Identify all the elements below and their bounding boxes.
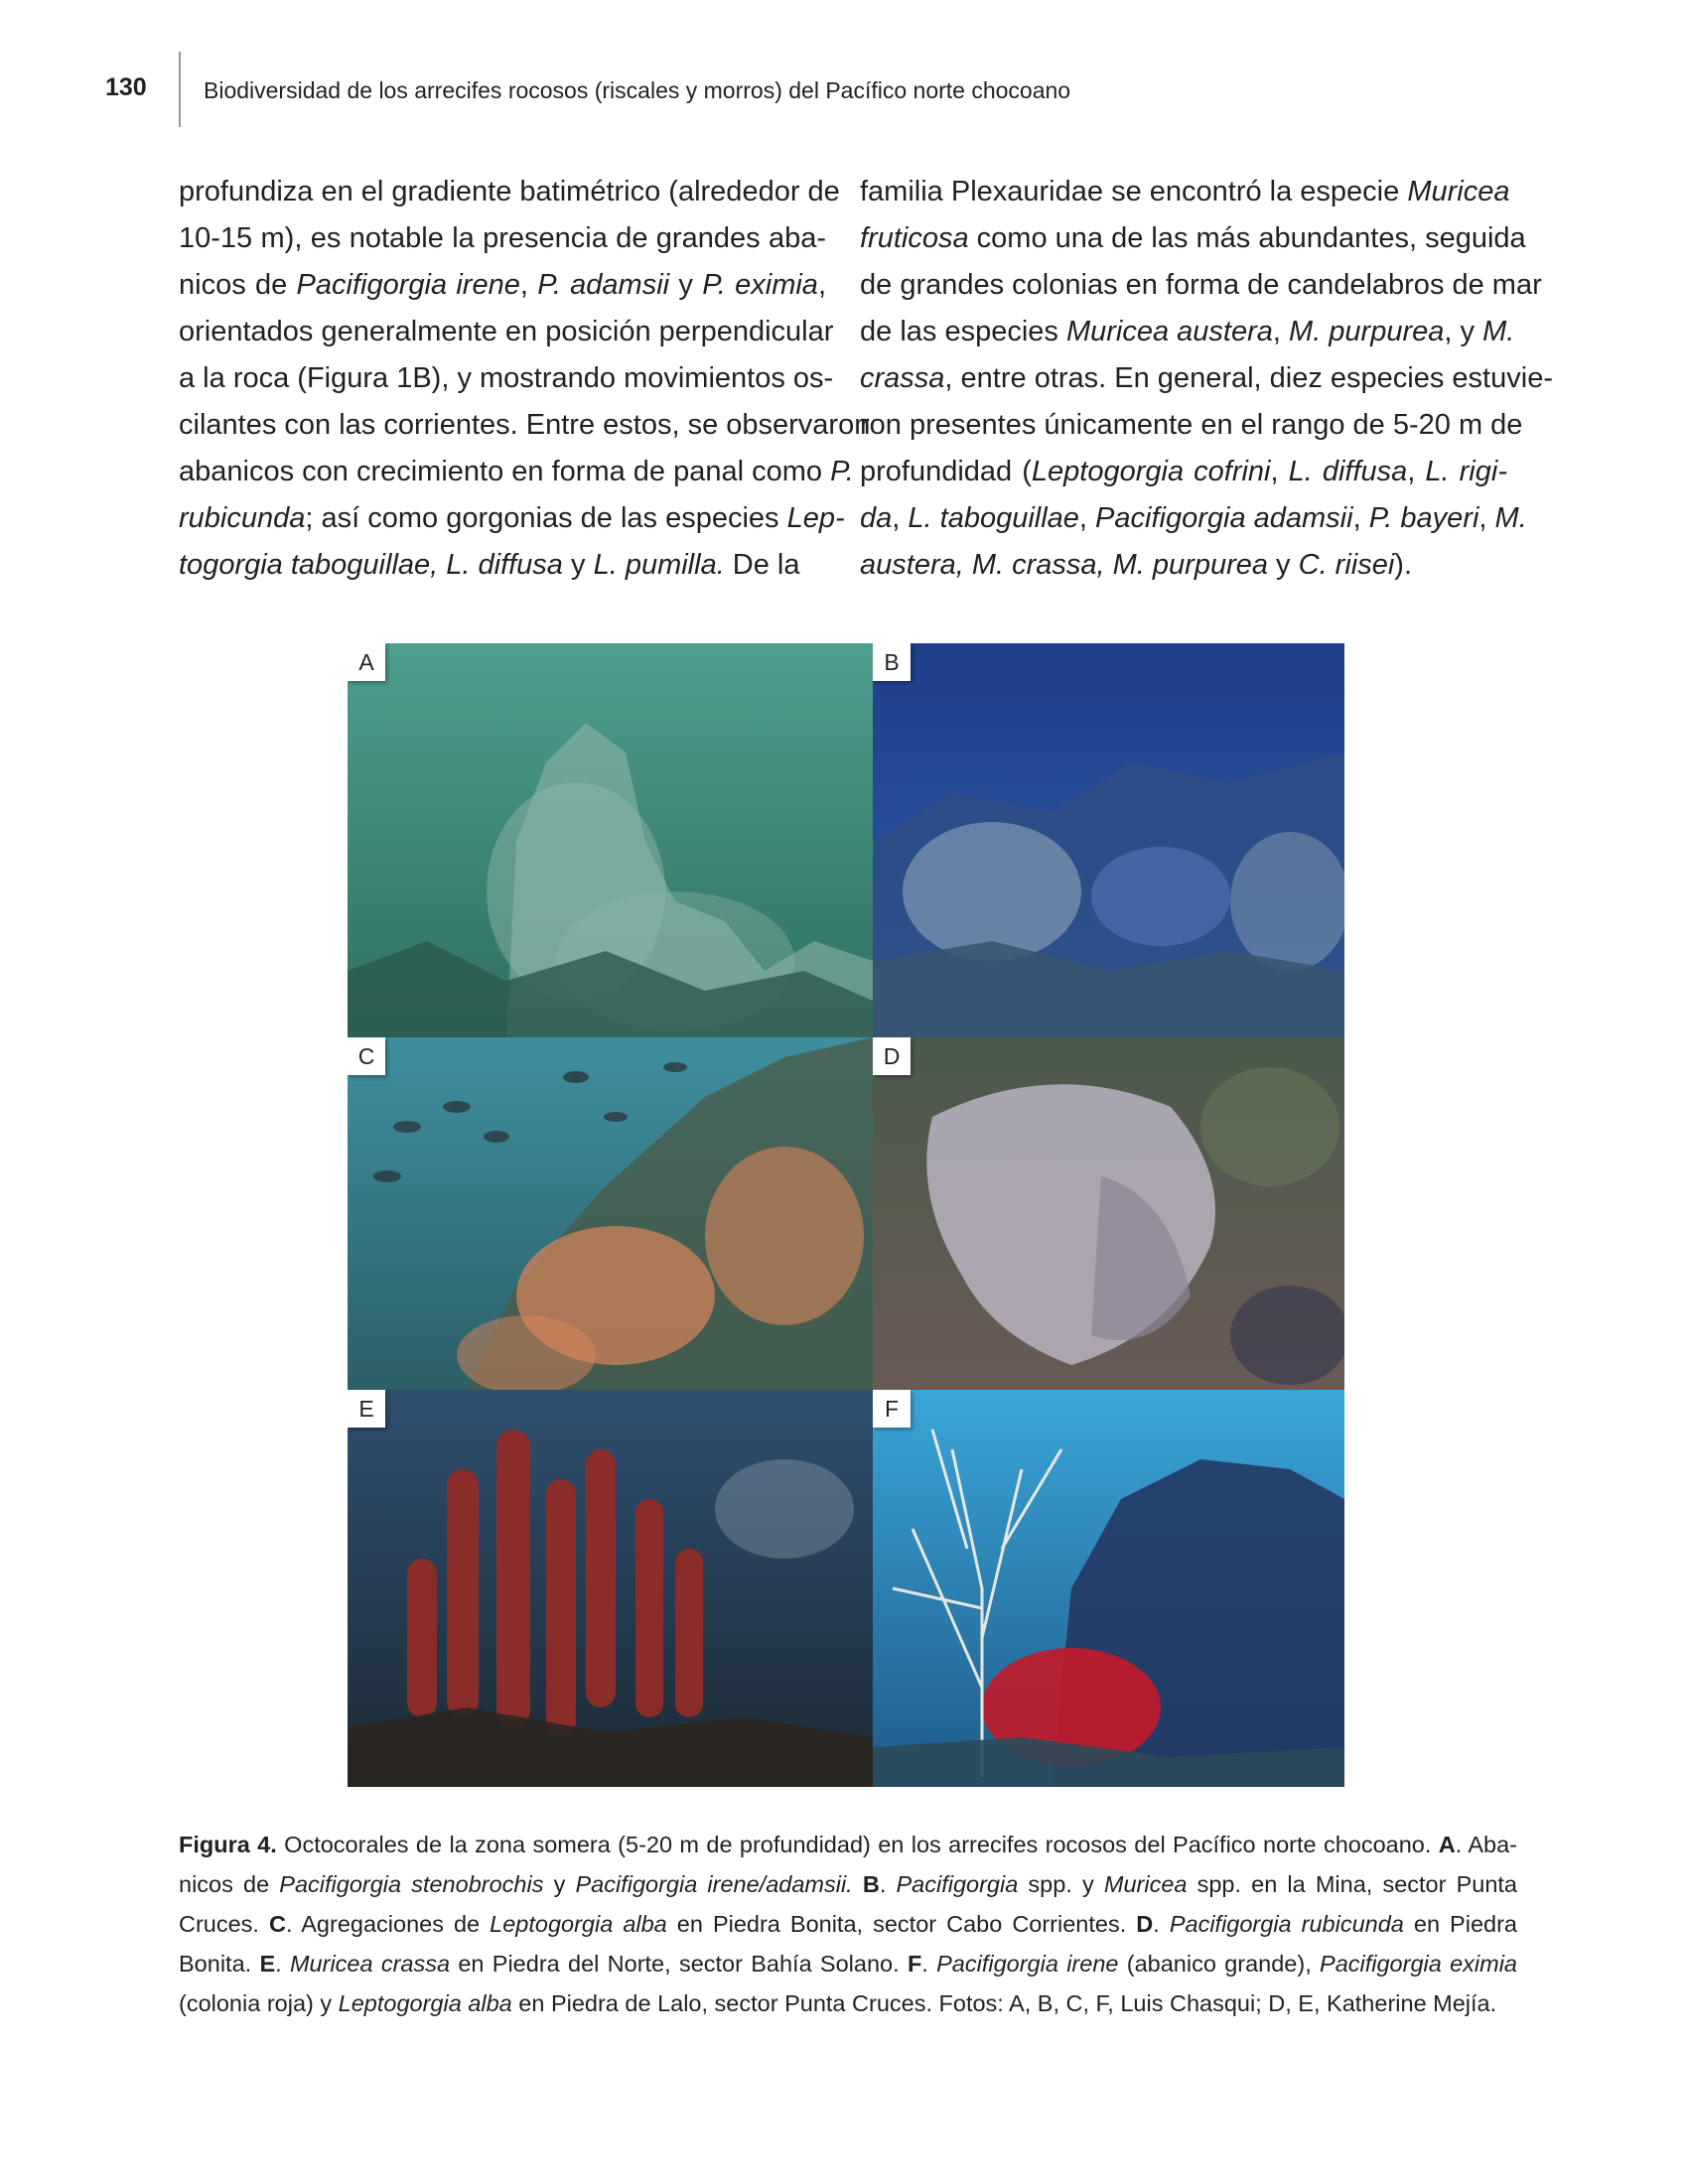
italic-text: P. eximia — [702, 269, 818, 301]
text-run — [853, 1871, 863, 1897]
figure-caption — [179, 1825, 1517, 2023]
body-left-line — [179, 495, 845, 542]
body-left-line — [179, 449, 854, 495]
text-run: en Piedra — [1403, 1911, 1517, 1937]
photo-panel-b — [873, 643, 1344, 1037]
text-run: ). — [1394, 549, 1413, 581]
italic-text: P. — [830, 456, 854, 487]
running-head: Biodiversidad de los arrecifes rocosos (riscales y morros) del Pacífico norte chocoano — [204, 77, 1071, 103]
text-run: . — [1153, 1911, 1170, 1937]
photo-d-image — [873, 1037, 1344, 1390]
text-run: profundiza en el gradiente batimétrico (alrededor de — [179, 176, 840, 207]
panel-label-c: C — [348, 1037, 385, 1075]
panel-label-b: B — [873, 643, 911, 681]
page-number: 130 — [105, 73, 147, 101]
panel-label-f: F — [873, 1390, 911, 1428]
body-right-line — [860, 449, 1507, 495]
text-run: ; así como gorgonias de las especies — [305, 502, 787, 534]
italic-text: Pacifigorgia eximia — [1320, 1951, 1518, 1977]
text-run: y — [1268, 549, 1299, 581]
photo-panel-f — [873, 1390, 1344, 1787]
text-run: en Piedra de Lalo, sector Punta Cruces. Fotos: A, B, C, F, Luis Chasqui; D, E, Katherine Mejía. — [511, 1990, 1497, 2016]
photo-panel-a — [348, 643, 873, 1037]
text-run: (colonia roja) y — [179, 1990, 339, 2016]
photo-f-image — [873, 1390, 1344, 1787]
text-run: , — [1272, 316, 1290, 347]
figure-4 — [348, 643, 1344, 1787]
italic-text: M. — [1482, 316, 1515, 347]
photo-a-image — [348, 643, 873, 1037]
italic-text: Muricea austera — [1065, 316, 1273, 347]
text-run: , y — [1444, 316, 1483, 347]
italic-text: M. purpurea — [1289, 316, 1445, 347]
body-left-line — [179, 309, 834, 355]
bold-text: E — [259, 1951, 276, 1977]
text-run: , — [892, 502, 909, 534]
text-run: . — [921, 1951, 937, 1977]
text-run: abanicos con crecimiento en forma de panal como — [179, 456, 831, 487]
text-run: de las especies — [860, 316, 1066, 347]
text-run: , — [1407, 456, 1426, 487]
bold-text: Figura 4. — [179, 1832, 277, 1857]
body-left-line — [179, 355, 834, 402]
text-run: , — [1352, 502, 1369, 534]
photo-panel-e — [348, 1390, 873, 1787]
caption-line — [179, 1904, 1517, 1944]
text-run: nicos de — [179, 269, 297, 301]
text-run: en Piedra del Norte, sector Bahía Solano. — [450, 1951, 908, 1977]
text-run: orientados generalmente en posición perpendicular — [179, 316, 834, 347]
caption-line — [179, 1983, 1517, 2023]
italic-text: Pacifigorgia irene/adamsii. — [575, 1871, 853, 1897]
body-right-line — [860, 495, 1527, 542]
body-left-line — [179, 215, 826, 262]
italic-text: P. adamsii — [537, 269, 670, 301]
text-run: , — [817, 269, 826, 301]
italic-text: L. taboguillae — [908, 502, 1079, 534]
text-run: familia Plexauridae se encontró la especie — [860, 176, 1408, 207]
italic-text: Pacifigorgia stenobrochis — [279, 1871, 544, 1897]
italic-text: Muricea crassa — [289, 1951, 451, 1977]
italic-text: crassa — [860, 362, 945, 394]
bold-text: A — [1438, 1832, 1456, 1857]
italic-text: Leptogorgia cofrini — [1031, 456, 1271, 487]
header-divider — [179, 52, 181, 127]
photo-panel-d — [873, 1037, 1344, 1390]
bold-text: F — [907, 1951, 922, 1977]
body-right-line — [860, 309, 1515, 355]
text-run: , — [1270, 456, 1289, 487]
italic-text: rubicunda — [179, 502, 306, 534]
text-run: , entre otras. En general, diez especies estuvie- — [944, 362, 1553, 394]
italic-text: M. — [1494, 502, 1527, 534]
italic-text: da — [860, 502, 893, 534]
photo-e-image — [348, 1390, 873, 1787]
italic-text: L. rigi- — [1425, 456, 1507, 487]
body-column-left — [179, 169, 871, 589]
photo-panel-c — [348, 1037, 873, 1390]
text-run: en Piedra Bonita, sector Cabo Corrientes. — [666, 1911, 1137, 1937]
italic-text: austera, M. crassa, M. purpurea — [860, 549, 1268, 581]
italic-text: Muricea — [1407, 176, 1510, 207]
bold-text: C — [269, 1911, 286, 1937]
caption-line — [179, 1944, 1517, 1983]
body-right-line — [860, 169, 1510, 215]
italic-text: Pacifigorgia adamsii — [1095, 502, 1353, 534]
italic-text: C. riisei — [1298, 549, 1395, 581]
italic-text: togorgia taboguillae, L. diffusa — [179, 549, 563, 581]
italic-text: Muricea — [1103, 1871, 1188, 1897]
body-left-line — [179, 402, 871, 449]
text-run: 10-15 m), es notable la presencia de grandes aba- — [179, 222, 826, 254]
text-run: y — [543, 1871, 576, 1897]
text-run: y — [562, 549, 594, 581]
body-left-line — [179, 542, 826, 589]
text-run: nicos de — [179, 1871, 280, 1897]
text-run: . — [879, 1871, 897, 1897]
italic-text: Pacifigorgia — [896, 1871, 1019, 1897]
body-left-line — [179, 262, 826, 309]
italic-text: Pacifigorgia rubicunda — [1169, 1911, 1404, 1937]
text-run: De la — [724, 549, 800, 581]
italic-text: Lep- — [786, 502, 845, 534]
text-run: , — [519, 269, 538, 301]
text-run: y — [669, 269, 703, 301]
text-run: . Aba- — [1455, 1832, 1517, 1857]
text-run: (abanico grande), — [1118, 1951, 1321, 1977]
italic-text: Leptogorgia alba — [338, 1990, 512, 2016]
italic-text: fruticosa — [860, 222, 969, 254]
text-run: Cruces. — [179, 1911, 269, 1937]
bold-text: D — [1136, 1911, 1154, 1937]
text-run: ron presentes únicamente en el rango de 5-20 m de — [860, 409, 1523, 441]
body-right-line — [860, 542, 1507, 589]
body-right-line — [860, 262, 1542, 309]
photo-b-image — [873, 643, 1344, 1037]
panel-label-a: A — [348, 643, 385, 681]
text-run: spp. y — [1018, 1871, 1104, 1897]
text-run: cilantes con las corrientes. Entre estos, se observaron — [179, 409, 871, 441]
italic-text: Pacifigorgia irene — [936, 1951, 1119, 1977]
italic-text: P. bayeri — [1368, 502, 1479, 534]
caption-line — [179, 1864, 1517, 1904]
body-right-line — [860, 402, 1523, 449]
text-run: , — [1478, 502, 1495, 534]
panel-label-d: D — [873, 1037, 911, 1075]
text-run: de grandes colonias en forma de candelabros de mar — [860, 269, 1542, 301]
text-run: spp. en la Mina, sector Punta — [1187, 1871, 1518, 1897]
bold-text: B — [862, 1871, 880, 1897]
text-run: . — [275, 1951, 290, 1977]
italic-text: L. pumilla. — [593, 549, 725, 581]
text-run: profundidad ( — [860, 456, 1032, 487]
italic-text: Pacifigorgia irene — [296, 269, 520, 301]
body-right-line — [860, 215, 1526, 262]
italic-text: Leptogorgia alba — [490, 1911, 667, 1937]
body-column-right — [860, 169, 1553, 589]
text-run: Bonita. — [179, 1951, 260, 1977]
body-right-line — [860, 355, 1553, 402]
body-left-line — [179, 169, 840, 215]
text-run: como una de las más abundantes, seguida — [968, 222, 1526, 254]
photo-c-image — [348, 1037, 873, 1390]
panel-label-e: E — [348, 1390, 385, 1428]
text-run: a la roca (Figura 1B), y mostrando movimientos os- — [179, 362, 834, 394]
text-run: Octocorales de la zona somera (5-20 m de profundidad) en los arrecifes rocosos del Pacífico norte chocoano. — [276, 1832, 1439, 1857]
caption-line — [179, 1825, 1517, 1864]
italic-text: L. diffusa — [1288, 456, 1408, 487]
text-run: . Agregaciones de — [285, 1911, 491, 1937]
text-run: , — [1078, 502, 1096, 534]
